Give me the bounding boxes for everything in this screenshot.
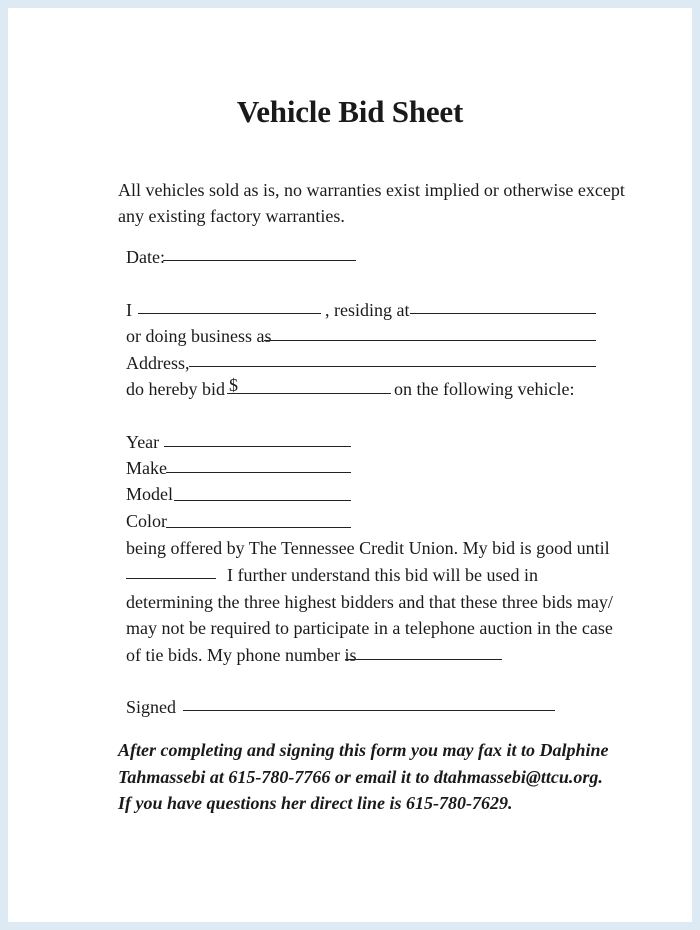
model-input-line[interactable] (174, 500, 351, 501)
paragraph-line-5: of tie bids. My phone number is (126, 645, 357, 665)
disclaimer-line-2: any existing factory warranties. (118, 206, 345, 226)
make-label: Make (126, 458, 167, 478)
residence-input-line[interactable] (410, 313, 596, 314)
signature-input-line[interactable] (183, 710, 555, 711)
year-input-line[interactable] (164, 446, 351, 447)
signed-label: Signed (126, 697, 177, 717)
residing-at-label: , residing at (325, 300, 410, 320)
paragraph-line-1: being offered by The Tennessee Credit Union. My bid is good until (126, 538, 610, 558)
document-title: Vehicle Bid Sheet (236, 94, 464, 129)
color-label: Color (126, 511, 168, 531)
good-until-input-line[interactable] (126, 578, 216, 579)
dollar-sign: $ (229, 375, 238, 395)
paragraph-line-3: determining the three highest bidders and that these three bids may/ (126, 592, 613, 612)
date-label: Date: (126, 247, 165, 267)
color-input-line[interactable] (166, 527, 351, 528)
disclaimer-line-1: All vehicles sold as is, no warranties exist implied or otherwise except (118, 180, 625, 200)
address-label: Address, (126, 353, 190, 373)
make-input-line[interactable] (166, 472, 351, 473)
phone-input-line[interactable] (345, 659, 502, 660)
notice-line-3: If you have questions her direct line is 615-780-7629. (118, 793, 513, 813)
date-input-line[interactable] (163, 260, 356, 261)
notice-line-2: Tahmassebi at 615-780-7766 or email it to dtahmassebi@ttcu.org. (118, 767, 603, 787)
business-input-line[interactable] (264, 340, 596, 341)
bid-label: do hereby bid (126, 379, 225, 399)
address-input-line[interactable] (189, 366, 596, 367)
bid-amount-input-line[interactable] (227, 393, 391, 394)
paragraph-line-4: may not be required to participate in a telephone auction in the case (126, 618, 613, 638)
name-input-line[interactable] (138, 313, 321, 314)
year-label: Year (126, 432, 160, 452)
name-label: I (126, 300, 132, 320)
bid-suffix-label: on the following vehicle: (394, 379, 575, 399)
business-as-label: or doing business as (126, 326, 272, 346)
notice-line-1: After completing and signing this form you may fax it to Dalphine (118, 740, 609, 760)
model-label: Model (126, 484, 173, 504)
paragraph-line-2: I further understand this bid will be used in (227, 565, 538, 585)
